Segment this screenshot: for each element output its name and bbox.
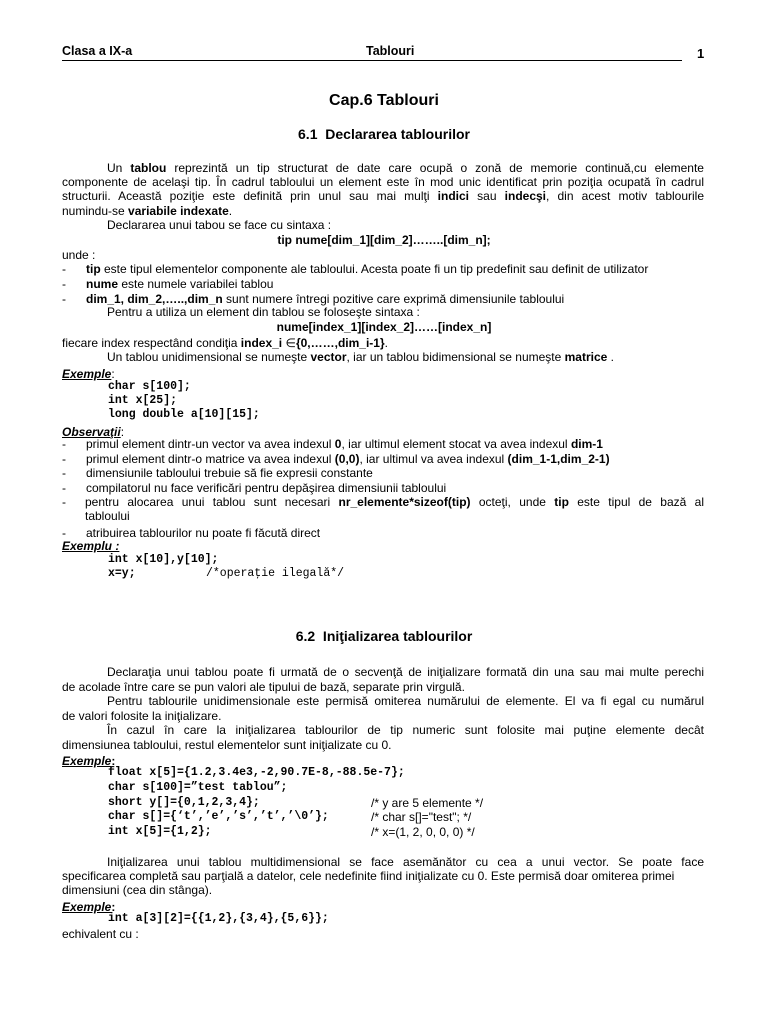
s1-p2: Declararea unui tabou se face cu sintaxa : bbox=[107, 218, 332, 232]
code-line: float x[5]={1.2,3.4e3,-2,90.7E-8,-88.5e-7}; bbox=[108, 766, 405, 779]
s2-p2-line2: de valori folosite la iniţializare. bbox=[62, 709, 222, 723]
header-center: Tablouri bbox=[366, 44, 415, 58]
syntax-element: nume[index_1][index_2]……[index_n] bbox=[276, 320, 492, 334]
section-6-1-title: 6.1 Declararea tablourilor bbox=[298, 126, 470, 142]
s2-p4-line2: specificarea completă sau parţială a datelor, cele nedefinite fiind iniţializate cu 0. Este permisă doar omiterea primei bbox=[62, 869, 675, 883]
obs-bullet: - bbox=[62, 495, 66, 509]
echivalent-label: echivalent cu : bbox=[62, 927, 139, 941]
code-line: short y[]={0,1,2,3,4}; bbox=[108, 796, 260, 809]
obs-item: - atribuirea tablourilor nu poate fi făcută direct bbox=[62, 526, 321, 540]
exemple-label-2: Exemple: bbox=[62, 754, 116, 768]
s2-p1-line2: de acolade între care se pun valori ale tipului de bază, separate prin virgulă. bbox=[62, 680, 465, 694]
code-comment: /* x=(1, 2, 0, 0, 0) */ bbox=[371, 825, 475, 839]
obs-item: pentru alocarea unui tablou sunt necesari nr_elemente*sizeof(tip) octeţi, unde tip este tipul de bază al bbox=[85, 495, 705, 509]
obs-item: - primul element dintr-o matrice va avea indexul (0,0), iar ultimul va avea indexul (dim_1-1,dim_2-1) bbox=[62, 452, 610, 466]
code-comment: /*operaţie ilegală*/ bbox=[206, 567, 345, 580]
obs-item: - dimensiunile tabloului trebuie să fie expresii constante bbox=[62, 466, 373, 480]
s1-p1-line1: Un tablou reprezintă un tip structurat de date care ocupă o zonă de memorie continuă,cu elemente bbox=[107, 161, 704, 175]
bullet-tip: - tip este tipul elementelor componente ale tabloului. Acesta poate fi un tip predefinit sau definit de utilizator bbox=[62, 262, 649, 276]
code-line: x=y; bbox=[108, 567, 136, 580]
page-number: 1 bbox=[697, 46, 705, 61]
obs-item: - primul element dintr-un vector va avea indexul 0, iar ultimul element stocat va avea indexul dim-1 bbox=[62, 437, 603, 451]
s2-p3-line1: În cazul în care la iniţializarea tablourilor de tip numeric sunt folosite mai puţine elemente decât bbox=[107, 723, 704, 737]
s1-p1-line4: numindu-se variabile indexate. bbox=[62, 204, 233, 218]
obs-item: - compilatorul nu face verificări pentru depăşirea dimensiunii tabloului bbox=[62, 481, 447, 495]
code-comment: /* char s[]="test"; */ bbox=[371, 810, 472, 824]
code-line: int x[5]={1,2}; bbox=[108, 825, 212, 838]
s2-p4-line3: dimensiuni (cea din stânga). bbox=[62, 883, 213, 897]
syntax-declaration: tip nume[dim_1][dim_2]……..[dim_n]; bbox=[277, 233, 491, 247]
s1-p4: fiecare index respectând condiţia index_i ∈{0,……,dim_i-1}. bbox=[62, 336, 388, 350]
s2-p4-line1: Iniţializarea unui tablou multidimensional se face asemănător cu cea a unui vector. Se poate face bbox=[107, 855, 704, 869]
header-rule bbox=[62, 60, 682, 61]
bullet-nume: - nume este numele variabilei tablou bbox=[62, 277, 274, 291]
s2-p2-line1: Pentru tablourile unidimensionale este permisă omiterea numărului de elemente. El va fi egal cu numărul bbox=[107, 694, 704, 708]
code-line: int a[3][2]={{1,2},{3,4},{5,6}}; bbox=[108, 912, 329, 925]
s1-p5: Un tablou unidimensional se numeşte vector, iar un tablou bidimensional se numeşte matrice . bbox=[107, 350, 615, 364]
s1-p1-line3: structurii. Această poziţie este definită prin unul sau mai mulţi indici sau indecşi, din acest motiv tablourile bbox=[62, 189, 705, 203]
unde-label: unde : bbox=[62, 248, 96, 262]
code-line: int x[25]; bbox=[108, 394, 178, 407]
s1-p3: Pentru a utiliza un element din tablou se foloseşte sintaxa : bbox=[107, 305, 420, 319]
code-line: int x[10],y[10]; bbox=[108, 553, 219, 566]
s2-p3-line2: dimensiunea tabloului, restul elementelor sunt iniţializate cu 0. bbox=[62, 738, 392, 752]
exemple-label-1: Exemple: bbox=[62, 367, 115, 381]
header-left: Clasa a IX-a bbox=[62, 44, 133, 58]
observatii-label: Observaţii: bbox=[62, 425, 125, 439]
s1-p1-line2: componente de acelaşi tip. În cadrul tabloului un element este în mod unic identificat prin poziţia ocupată în cadrul bbox=[62, 175, 704, 189]
bullet-dim: - dim_1, dim_2,…..,dim_n sunt numere întregi pozitive care exprimă dimensiunile tabloului bbox=[62, 292, 565, 306]
chapter-title: Cap.6 Tablouri bbox=[329, 92, 439, 109]
code-line: long double a[10][15]; bbox=[108, 408, 260, 421]
obs-item-cont: tabloului bbox=[85, 509, 130, 523]
code-line: char s[]={‘t’,’e’,’s’,’t’,’\0’}; bbox=[108, 810, 329, 823]
code-line: char s[100]=”test tablou”; bbox=[108, 781, 288, 794]
exemplu-label: Exemplu : bbox=[62, 539, 120, 553]
s2-p1-line1: Declaraţia unui tablou poate fi urmată de o secvenţă de iniţializare formată din una sau mai multe perechi bbox=[107, 665, 704, 679]
code-comment: /* y are 5 elemente */ bbox=[371, 796, 484, 810]
section-6-2-title: 6.2 Iniţializarea tablourilor bbox=[295, 628, 473, 644]
code-line: char s[100]; bbox=[108, 380, 191, 393]
exemple-label-3: Exemple: bbox=[62, 900, 116, 914]
